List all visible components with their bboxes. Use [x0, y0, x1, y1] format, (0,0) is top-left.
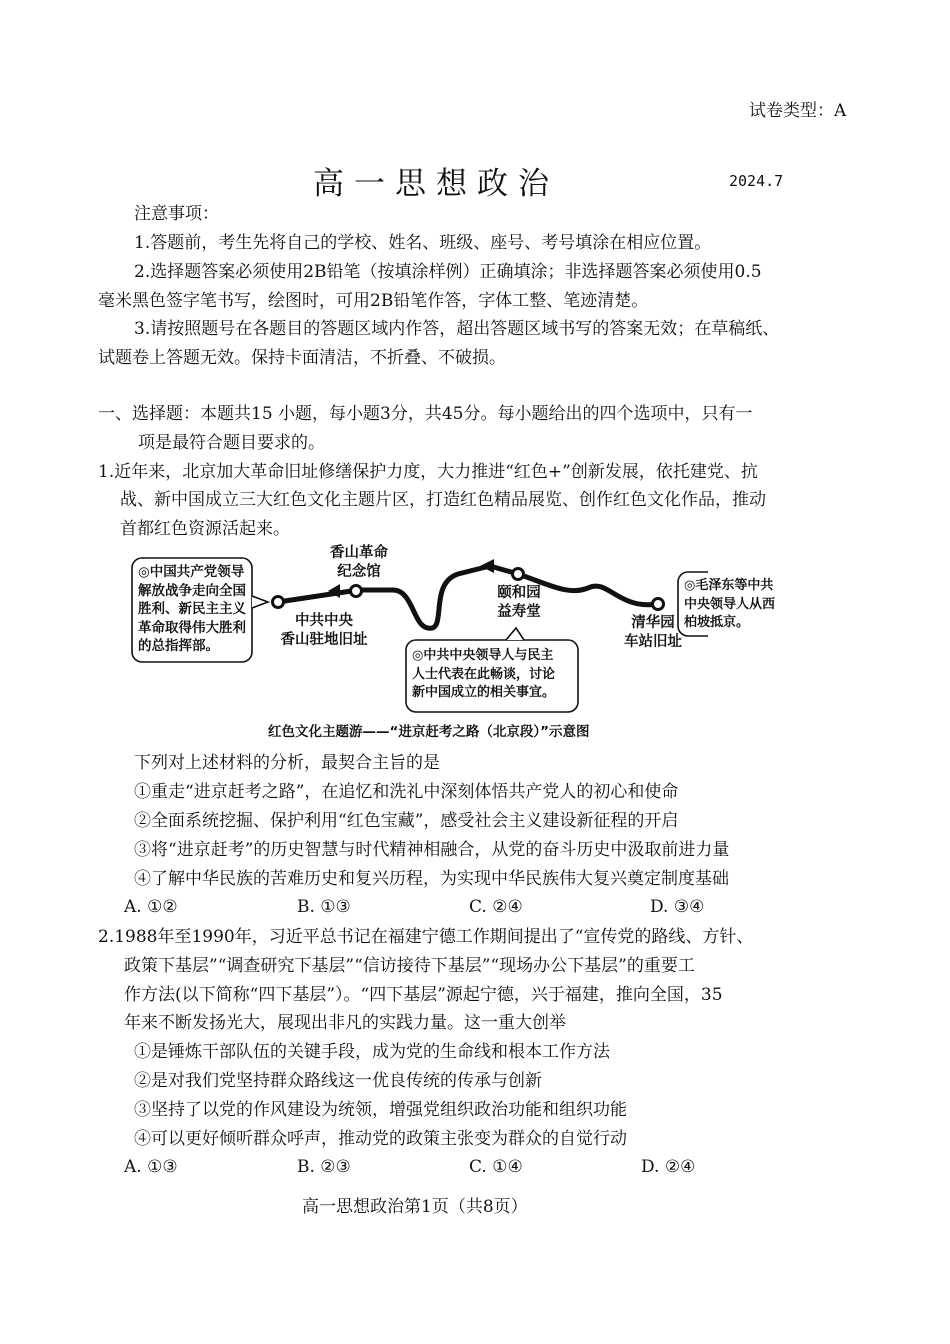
stop-label-xiangshan-museum: [320, 544, 398, 582]
stop-label-line: 纪念馆: [337, 564, 381, 580]
stop-label-line: 香山驻地旧址: [280, 632, 368, 648]
q2-stem-line4: 年来不断发扬光大，展现出非凡的实践力量。这一重大创举: [124, 1013, 566, 1033]
stop-label-yiheyuan: [484, 584, 554, 622]
notice-item-2-line2: 毫米黑色签字笔书写，绘图时，可用2B铅笔作答，字体工整、笔迹清楚。: [98, 291, 649, 311]
q1-option-a[interactable]: A. ①②: [124, 897, 178, 917]
stop-marker-qinghuayuan: [653, 599, 664, 610]
q2-statement-3: ③坚持了以党的作风建设为统领，增强党组织政治功能和组织功能: [134, 1100, 627, 1120]
callout-text-left: [138, 563, 246, 656]
q1-statement-2: ②全面系统挖掘、保护利用“红色宝藏”，感受社会主义建设新征程的开启: [134, 811, 679, 831]
callout-line: 革命取得伟大胜利: [138, 619, 246, 636]
route-map-figure: [128, 544, 776, 744]
q2-option-a[interactable]: A. ①③: [124, 1157, 178, 1177]
stop-label-line: 车站旧址: [624, 634, 682, 650]
q1-stem-line1: 1.近年来，北京加大革命旧址修缮保护力度，大力推进“红色+”创新发展，依托建党、抗: [98, 462, 758, 482]
q2-option-b[interactable]: B. ②③: [297, 1157, 351, 1177]
q1-ask: 下列对上述材料的分析，最契合主旨的是: [134, 753, 440, 773]
q2-stem-line1: 2.1988年至1990年，习近平总书记在福建宁德工作期间提出了“宣传党的路线、方针、: [98, 927, 754, 947]
stop-label-line: 香山革命: [330, 545, 388, 561]
q2-stem-line3: 作方法(以下简称“四下基层”）。“四下基层”源起宁德，兴于福建，推向全国，35: [124, 985, 723, 1005]
callout-text-right: [684, 577, 775, 633]
callout-line: 胜利、新民主主义: [138, 601, 246, 617]
callout-line: 中央领导人从西: [684, 596, 776, 612]
stop-label-line: 颐和园: [497, 585, 541, 601]
notice-item-2-line1: 2.选择题答案必须使用2B铅笔（按填涂样例）正确填涂；非选择题答案必须使用0.5: [134, 262, 762, 282]
callout-line: ◎中共中央领导人与民主: [412, 648, 554, 663]
callout-line: 新中国成立的相关事宜。: [412, 685, 556, 700]
q1-statement-1: ①重走“进京赶考之路”，在追忆和洗礼中深刻体悟共产党人的初心和使命: [134, 782, 679, 802]
section-heading-line2: 项是最符合题目要求的。: [138, 433, 325, 453]
callout-line: 的总指挥部。: [138, 638, 219, 654]
stop-marker-yiheyuan: [513, 569, 524, 580]
figure-caption: 红色文化主题游——“进京赶考之路（北京段）”示意图: [268, 724, 590, 740]
q1-statement-4: ④了解中华民族的苦难历史和复兴历程，为实现中华民族伟大复兴奠定制度基础: [134, 869, 729, 889]
paper-type: 试卷类型：A: [749, 101, 847, 121]
callout-line: 解放战争走向全国: [138, 582, 246, 599]
q1-option-c[interactable]: C. ②④: [469, 897, 523, 917]
route-arrow-1: [480, 559, 494, 573]
page-title: 高一思想政治: [313, 166, 559, 202]
q2-option-c[interactable]: C. ①④: [469, 1157, 523, 1177]
callout-line: 人士代表在此畅谈，讨论: [412, 666, 556, 682]
notice-item-1: 1.答题前，考生先将自己的学校、姓名、班级、座号、考号填涂在相应位置。: [134, 233, 712, 253]
q2-statement-4: ④可以更好倾听群众呼声，推动党的政策主张变为群众的自觉行动: [134, 1129, 627, 1149]
q2-option-d[interactable]: D. ②④: [641, 1157, 696, 1177]
q1-stem-line3: 首都红色资源活起来。: [120, 519, 290, 539]
notice-heading: 注意事项：: [134, 204, 219, 224]
notice-item-3-line2: 试题卷上答题无效。保持卡面清洁，不折叠、不破损。: [98, 348, 506, 368]
callout-text-bottom: [412, 647, 555, 703]
stop-label-line: 中共中央: [295, 613, 353, 629]
exam-date: 2024.7: [729, 172, 784, 190]
stop-label-line: 益寿堂: [497, 604, 541, 620]
callout-line: ◎毛泽东等中共: [684, 578, 774, 593]
callout-line: ◎中国共产党领导: [138, 564, 245, 580]
callout-line: 柏坡抵京。: [684, 615, 750, 630]
q1-statement-3: ③将“进京赶考”的历史智慧与时代精神相融合，从党的奋斗历史中汲取前进力量: [134, 840, 730, 860]
stop-label-qinghuayuan: [618, 614, 688, 652]
q1-option-b[interactable]: B. ①③: [297, 897, 351, 917]
q2-statement-2: ②是对我们党坚持群众路线这一优良传统的传承与创新: [134, 1071, 542, 1091]
q2-stem-line2: 政策下基层”“调查研究下基层”“信访接待下基层”“现场办公下基层”的重要工: [124, 956, 695, 976]
stop-label-xiangshan-site: [264, 612, 384, 650]
section-heading-line1: 一、选择题：本题共15 小题，每小题3分，共45分。每小题给出的四个选项中，只有一: [98, 404, 753, 424]
page-footer: 高一思想政治第1页（共8页）: [302, 1197, 528, 1217]
q1-stem-line2: 战、新中国成立三大红色文化主题片区，打造红色精品展览、创作红色文化作品，推动: [120, 490, 766, 510]
stop-marker-xiangshan-site: [273, 597, 284, 608]
notice-item-3-line1: 3.请按照题号在各题目的答题区域内作答，超出答题区域书写的答案无效；在草稿纸、: [134, 319, 780, 339]
q2-statement-1: ①是锤炼干部队伍的关键手段，成为党的生命线和根本工作方法: [134, 1042, 610, 1062]
stop-marker-xiangshan-museum: [351, 586, 362, 597]
q1-option-d[interactable]: D. ③④: [650, 897, 705, 917]
stop-label-line: 清华园: [631, 615, 675, 631]
